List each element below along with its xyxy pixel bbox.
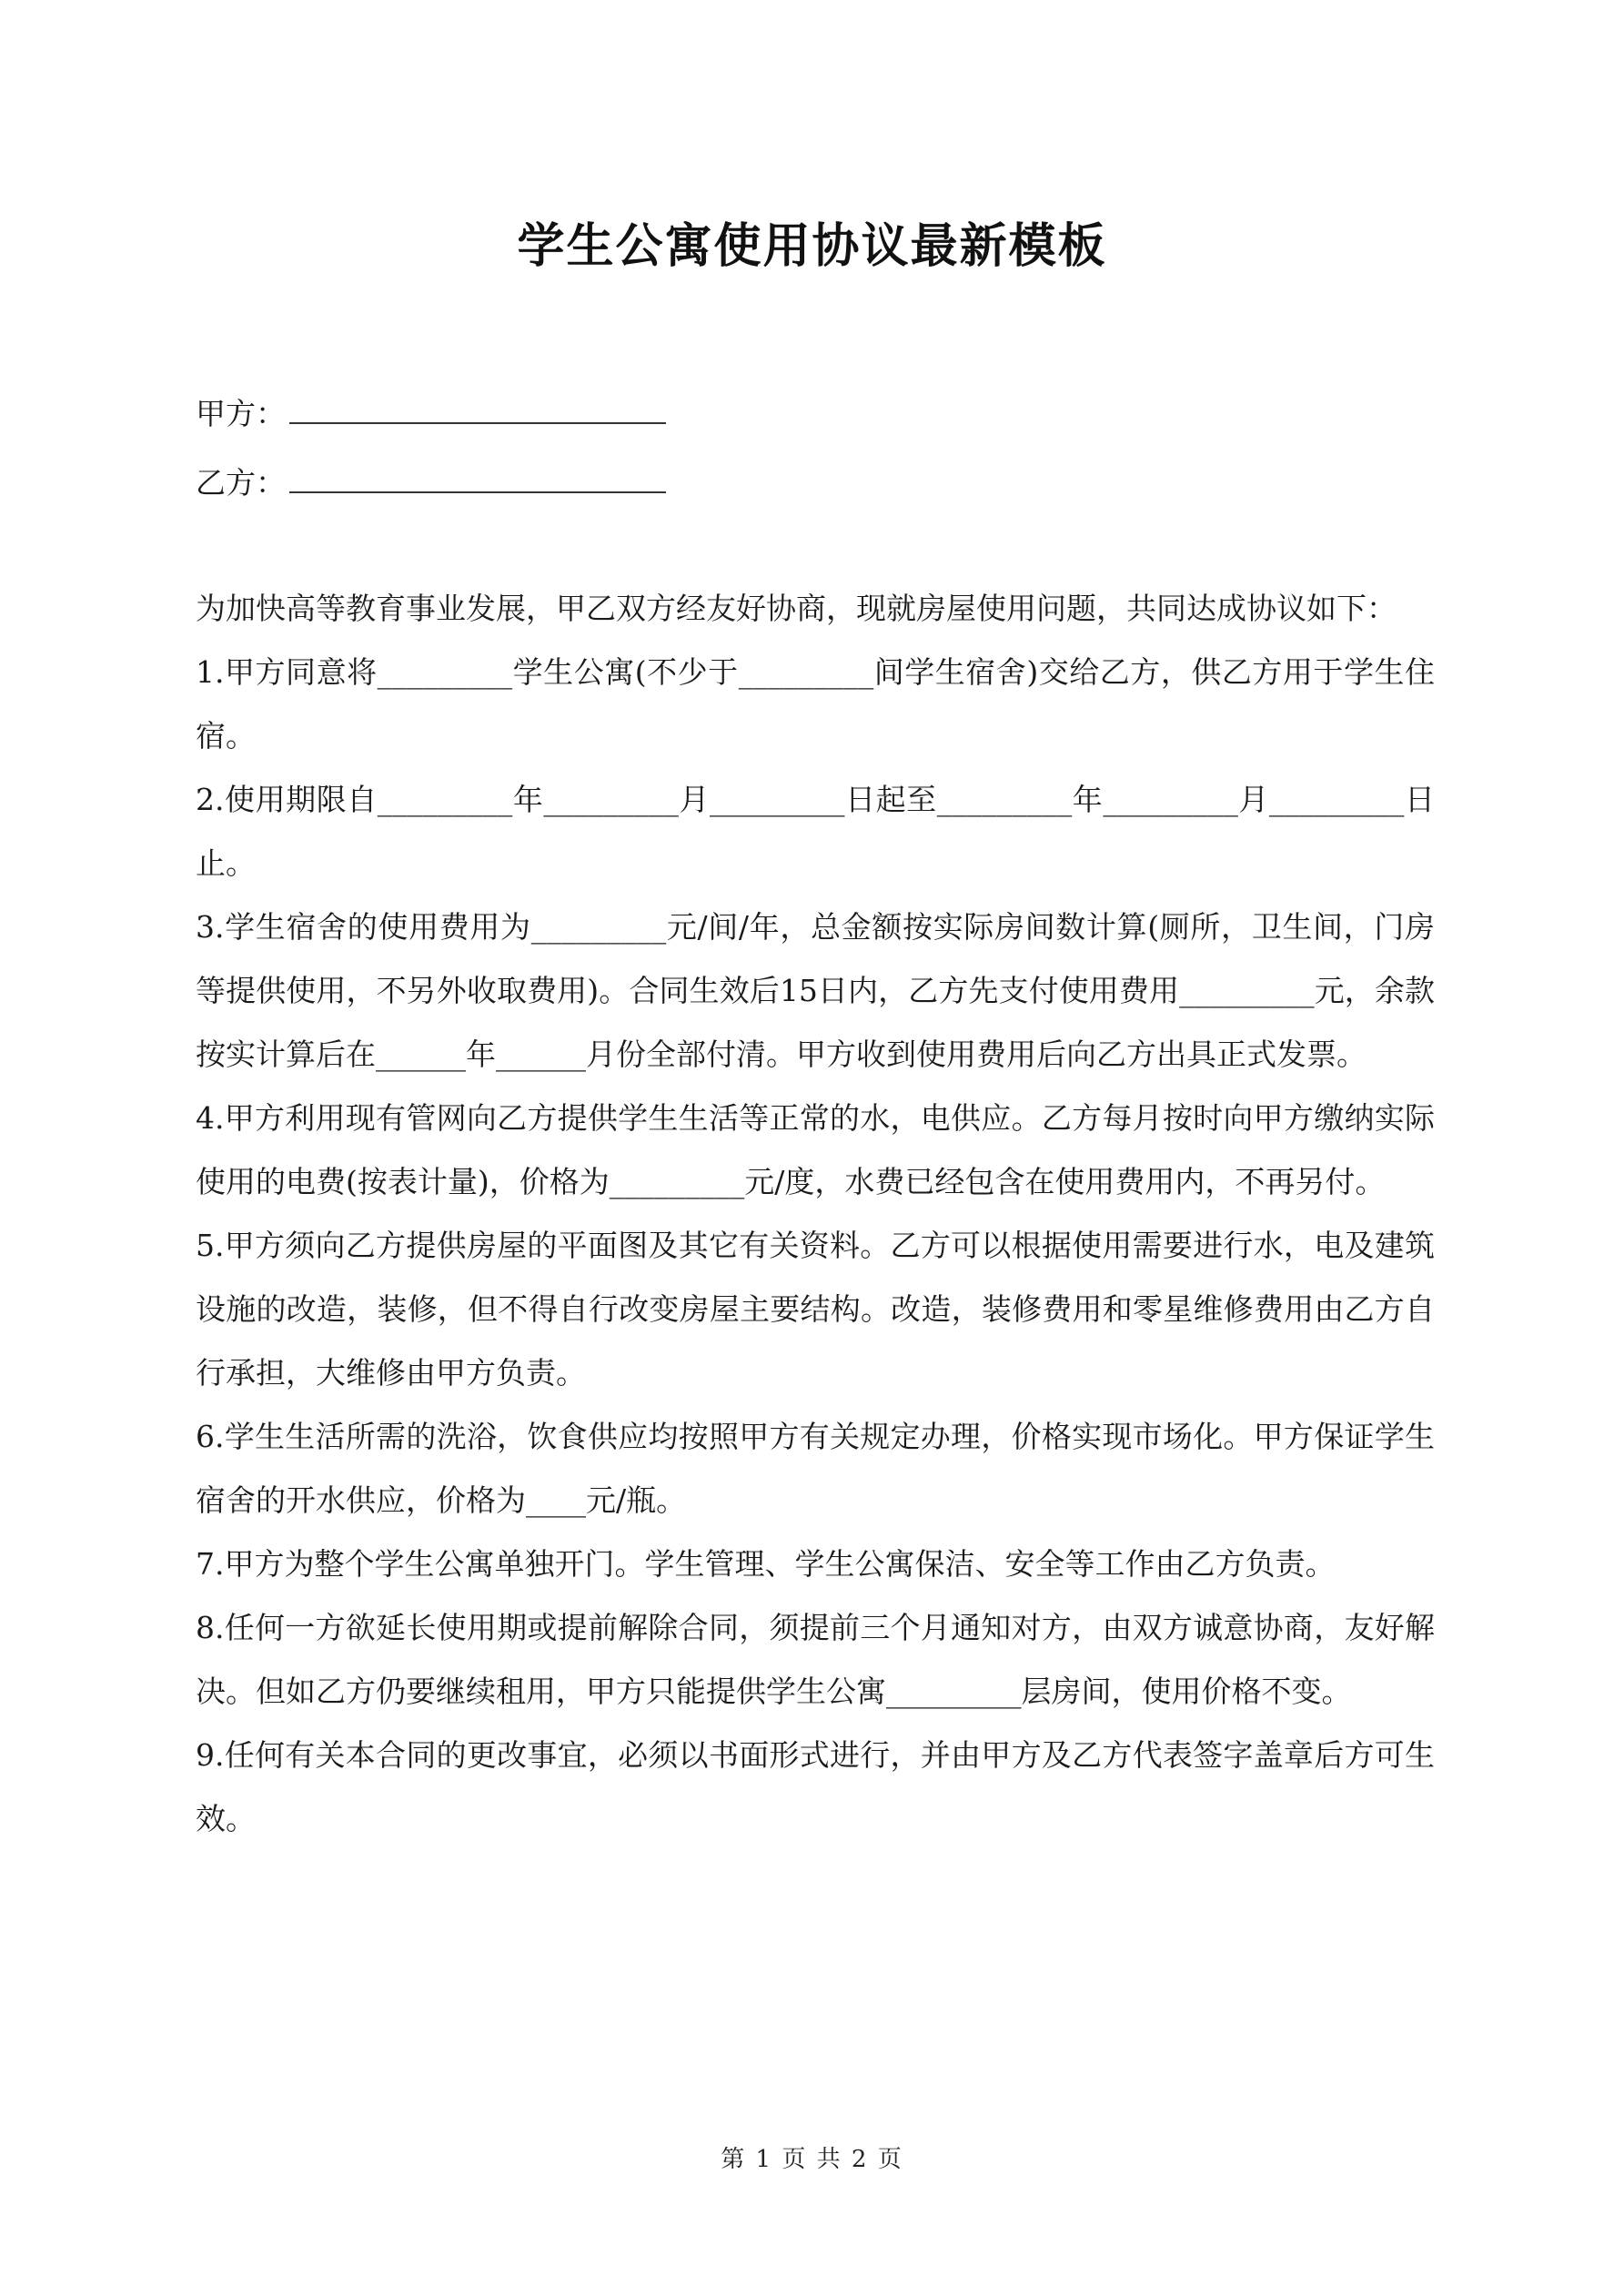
party-b-line	[196, 459, 666, 505]
intro-paragraph: 为加快高等教育事业发展，甲乙双方经友好协商，现就房屋使用问题，共同达成协议如下：	[196, 591, 1397, 626]
party-a-label: 甲方：	[196, 396, 286, 431]
clause-4: 4.甲方利用现有管网向乙方提供学生生活等正常的水，电供应。乙方每月按时向甲方缴纳实际使用的电费(按表计量)，价格为_________元/度，水费已经包含在使用费用内，不再另付。	[196, 1100, 1435, 1199]
clause-9: 9.任何有关本合同的更改事宜，必须以书面形式进行，并由甲方及乙方代表签字盖章后方可生效。	[196, 1737, 1435, 1836]
page-footer: 第 1 页 共 2 页	[721, 2146, 903, 2173]
party-a-blank	[289, 389, 666, 424]
agreement-body	[196, 577, 1435, 1851]
clause-7: 7.甲方为整个学生公寓单独开门。学生管理、学生公寓保洁、安全等工作由乙方负责。	[196, 1546, 1336, 1582]
clause-2: 2.使用期限自_________年_________月_________日起至_________年_________月_________日止。	[196, 782, 1435, 881]
document-title: 学生公寓使用协议最新模板	[517, 218, 1107, 274]
party-a-line	[196, 389, 666, 436]
clause-8: 8.任何一方欲延长使用期或提前解除合同，须提前三个月通知对方，由双方诚意协商，友好解决。但如乙方仍要继续租用，甲方只能提供学生公寓_________层房间，使用价格不变。	[196, 1610, 1435, 1709]
party-b-label: 乙方：	[196, 465, 286, 501]
clause-1: 1.甲方同意将_________学生公寓(不少于_________间学生宿舍)交给乙方，供乙方用于学生住宿。	[196, 654, 1435, 754]
clause-6: 6.学生生活所需的洗浴，饮食供应均按照甲方有关规定办理，价格实现市场化。甲方保证学生宿舍的开水供应，价格为____元/瓶。	[196, 1419, 1435, 1518]
clause-3: 3.学生宿舍的使用费用为_________元/间/年，总金额按实际房间数计算(厕所，卫生间，门房等提供使用，不另外收取费用)。合同生效后15日内，乙方先支付使用费用_________元，余款按实计算后在______年______月份全部付清。甲方收到使用费用后向乙方出具正式发票。	[196, 909, 1435, 1072]
clause-5: 5.甲方须向乙方提供房屋的平面图及其它有关资料。乙方可以根据使用需要进行水，电及建筑设施的改造，装修，但不得自行改变房屋主要结构。改造，装修费用和零星维修费用由乙方自行承担，大维修由甲方负责。	[196, 1228, 1435, 1391]
party-b-blank	[289, 459, 666, 493]
